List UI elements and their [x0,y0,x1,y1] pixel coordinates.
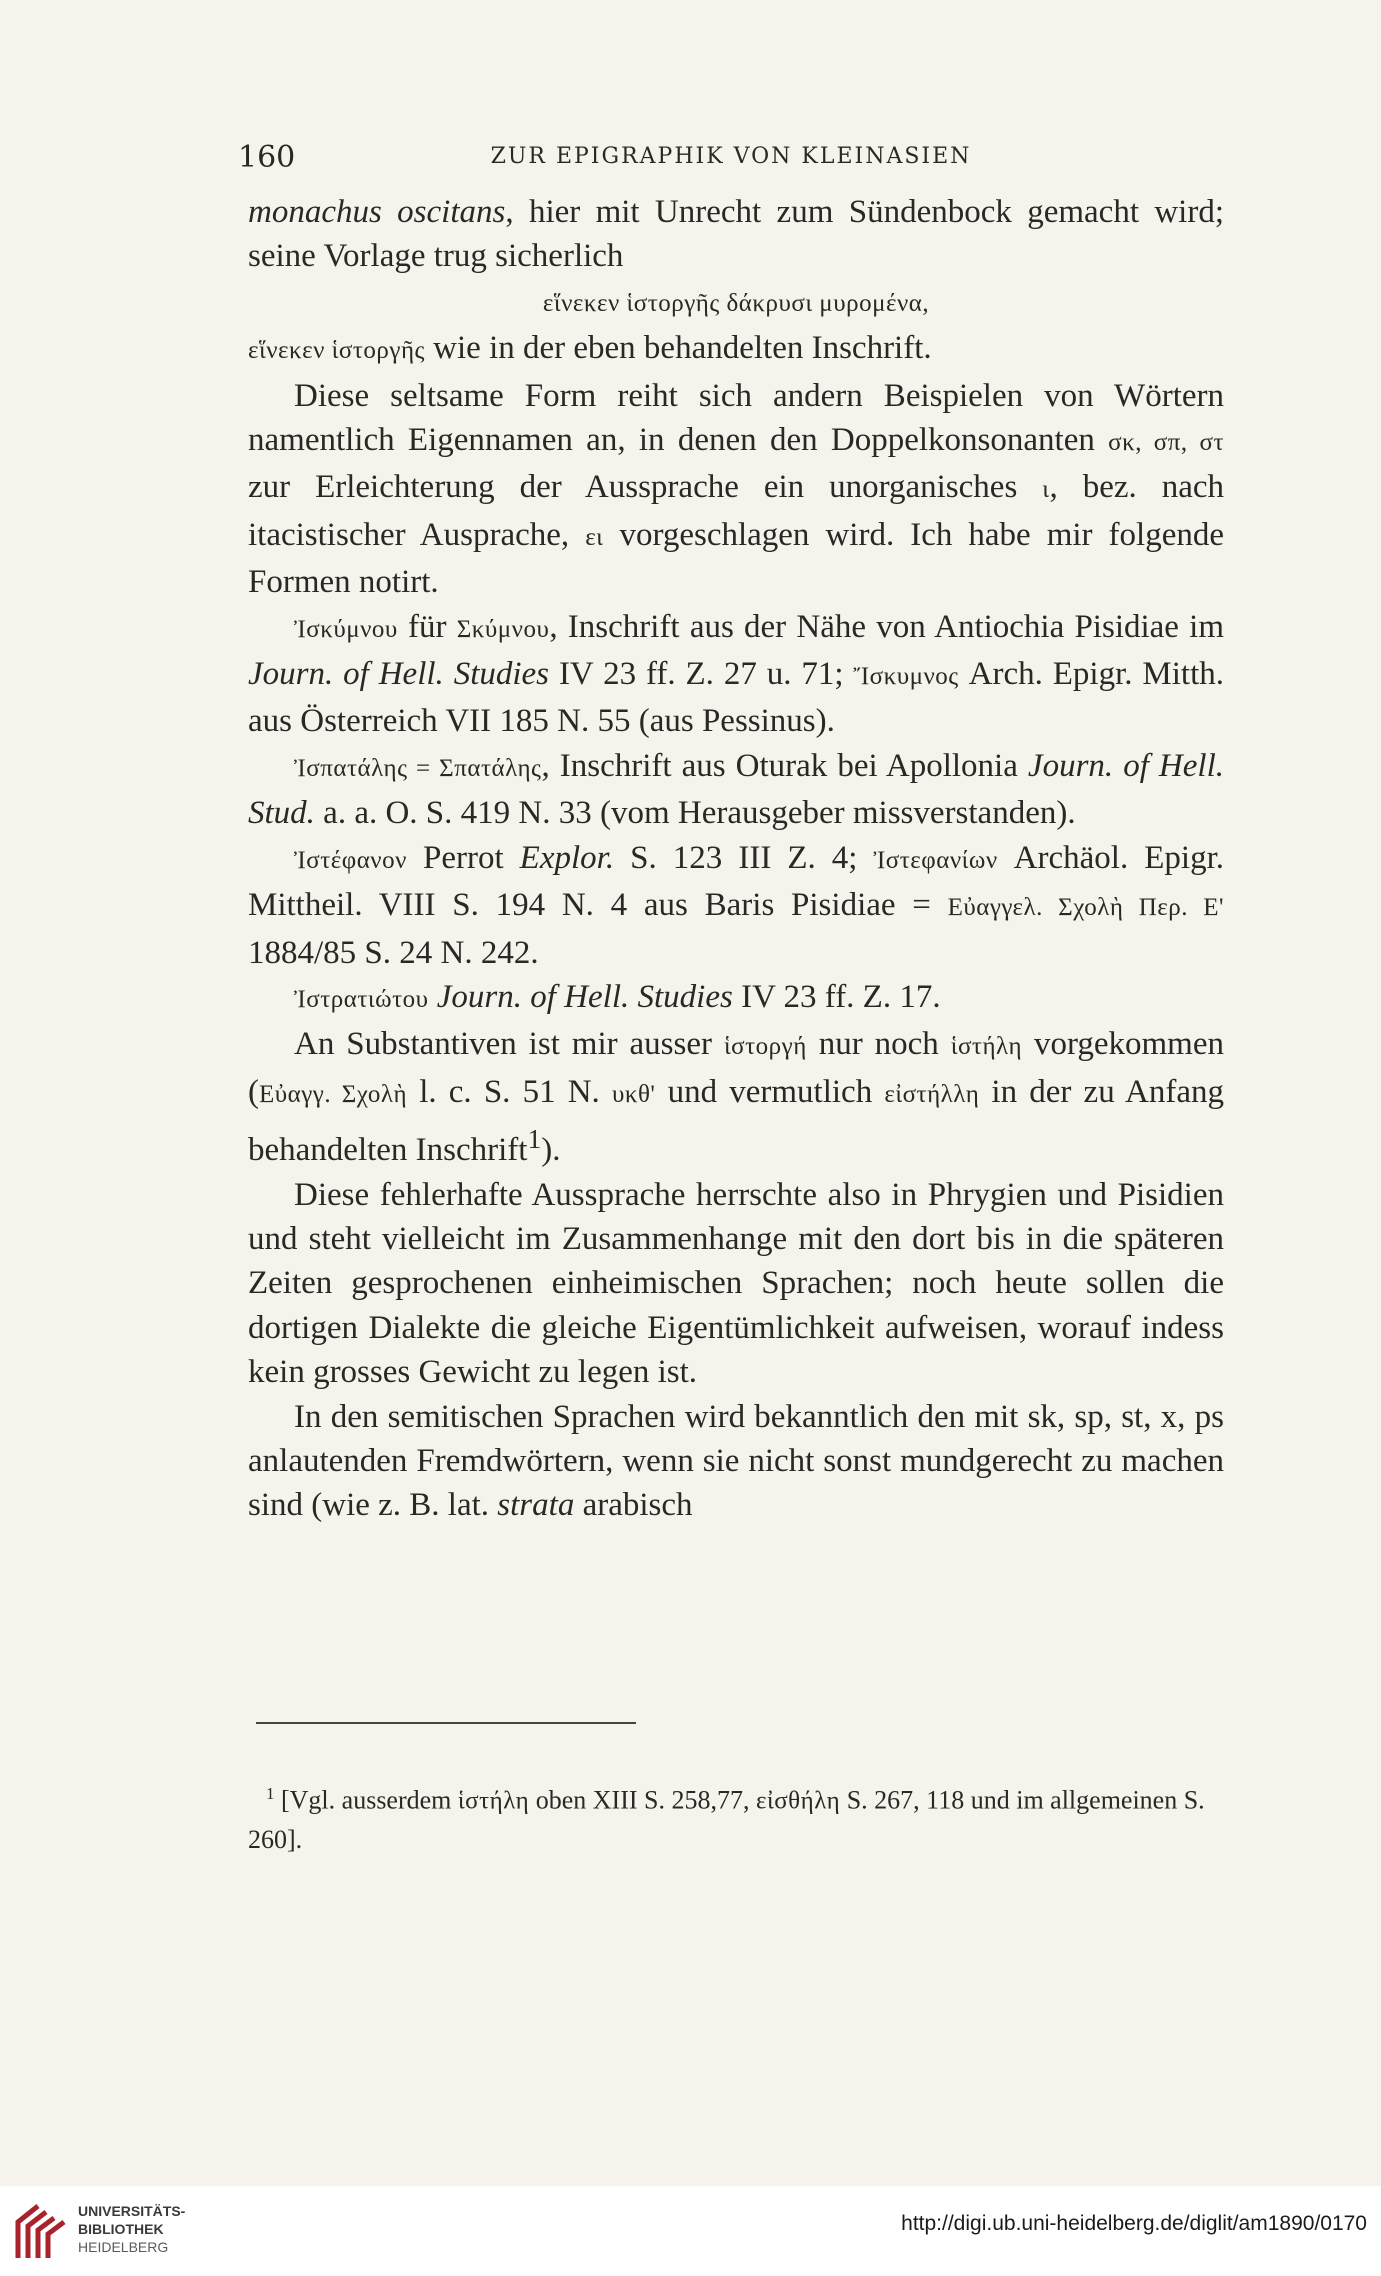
greek-term: Εὐαγγ. Σχολὴ [259,1080,408,1108]
logo-line: UNIVERSITÄTS- [78,2203,186,2219]
paragraph-text: In den semitischen Sprachen wird bekanntlich den mit sk, sp, st, x, ps anlautenden Fremdwörtern, wenn sie nicht sonst mundgerecht zu machen sind (wie z. B. lat. [248,1398,1224,1524]
paragraph-2 [248,326,1224,373]
paragraph-text: IV 23 ff. Z. 17. [732,978,941,1015]
paragraph-5 [248,744,1224,836]
greek-quotation [248,279,1224,326]
paragraph-1 [248,190,1224,279]
footnote-divider [256,1722,636,1724]
greek-term: ει [585,523,604,551]
paragraph-text: S. 123 III Z. 4; [614,839,874,876]
greek-term: ι [1042,476,1050,504]
greek-term: σκ, σπ, στ [1108,429,1224,457]
greek-term: εἰστήλλη [884,1080,980,1108]
paragraph-text: arabisch [574,1487,693,1524]
page-number: 160 [238,140,296,175]
italic-term: monachus oscitans [248,194,506,230]
italic-term: strata [497,1487,575,1524]
greek-term: ἱστήλη [457,1787,530,1815]
italic-citation: Journ. of Hell. Studies [248,656,550,693]
source-url-link[interactable]: http://digi.ub.uni-heidelberg.de/diglit/am1890/0170 [901,2212,1367,2235]
running-title: ZUR EPIGRAPHIK VON KLEINASIEN [490,144,972,169]
footnote-text: S. 267, 118 und im allgemeinen S. 260]. [248,1785,1205,1854]
paragraph-text: 1884/85 S. 24 N. 242. [248,934,539,971]
paragraph-9: Diese fehlerhafte Aussprache herrschte also in Phrygien und Pisidien und steht vielleicht im Zusammenhange mit den dort bis in die späteren Zeiten gesprochenen einheimischen Sprachen; noch heute sollen die dortigen Dialekte die gleiche Eigentümlichkeit aufweisen, worauf indess kein grosses Gewicht zu legen ist. [248,1176,1224,1391]
paragraph-text: Archäol. Epigr. Mittheil. VIII S. 194 N. 4 aus Baris Pisidiae = [248,839,1224,924]
greek-term: εἵνεκεν ἱστοργῆς [248,337,425,365]
paragraph-text: l. c. S. 51 N. [407,1073,612,1110]
paragraph-text: zur Erleichterung der Aussprache ein unorganisches [248,469,1043,506]
italic-citation: Journ. of Hell. Studies [428,978,733,1015]
paragraph-text: , hier mit Unrecht zum Sündenbock gemacht wird; seine Vorlage trug sicherlich [248,194,1224,275]
footnote [248,1775,1224,1859]
paragraph-text: An Substantiven ist mir ausser [294,1026,724,1063]
paragraph-8 [248,1022,1224,1172]
greek-term: Ἰσπατάλης = Σπατάλης [294,754,542,782]
greek-term: Ἴσκυμνος [853,663,959,691]
paragraph-text: , Inschrift aus Oturak bei Apollonia [541,747,1028,784]
paragraph-text: vorgeschlagen wird. Ich habe mir folgende Formen notirt. [248,516,1224,601]
library-name [78,2202,185,2256]
paragraph-6 [248,836,1224,975]
paragraph-text: wie in der eben behandelten Inschrift. [424,330,932,367]
footnote-mark: 1 [266,1784,275,1803]
page-header [238,140,1224,180]
footer-bar [0,2186,1381,2276]
greek-term: Σκύμνου [456,615,550,643]
greek-term: Ἰστεφανίων [873,846,998,874]
footnote-reference[interactable]: 1 [527,1123,542,1155]
paragraph-4 [248,605,1224,744]
paragraph-text: , Inschrift aus der Nähe von Antiochia Pisidiae im [549,608,1225,645]
main-text [248,190,1224,1528]
library-logo-icon [14,2200,70,2262]
paragraph-text: , bez. nach itacistischer Ausprache, [248,469,1224,553]
greek-term: Ἰσκύμνου [294,615,398,643]
paragraph-text: Diese seltsame Form reiht sich andern Beispielen von Wörtern namentlich Eigennamen an, in denen den Doppelkonsonanten [248,377,1224,459]
italic-citation: Explor. [519,839,615,876]
greek-term: εἰσθήλη [755,1787,841,1815]
paragraph-7 [248,975,1224,1022]
paragraph-text: und vermutlich [655,1073,885,1110]
logo-line: BIBLIOTHEK [78,2221,164,2237]
paragraph-text: nur noch [806,1026,951,1063]
greek-term: Εὐαγγελ. Σχολὴ Περ. Ε' [947,894,1224,922]
paragraph-text: Arch. Epigr. Mitth. aus Österreich VII 185 N. 55 (aus Pessinus). [248,656,1225,740]
greek-term: υκθ' [611,1080,656,1108]
paragraph-text: vorgekommen ( [248,1026,1224,1110]
paragraph-10 [248,1395,1224,1528]
greek-term: ἱστήλη [950,1033,1023,1061]
paragraph-text: a. a. O. S. 419 N. 33 (vom Herausgeber missverstanden). [314,795,1076,832]
paragraph-text: IV 23 ff. Z. 27 u. 71; [549,656,854,693]
paragraph-text: in der zu Anfang behandelten Inschrift [248,1073,1224,1169]
greek-term: Ἰστέφανον [294,846,407,874]
logo-line: HEIDELBERG [78,2239,169,2255]
paragraph-text: Perrot [406,839,520,876]
paragraph-text: ). [541,1132,561,1169]
footnote-text: oben XIII S. 258,77, [529,1785,756,1815]
greek-term: ἱστοργή [723,1033,807,1061]
greek-term: Ἰστρατιώτου [294,985,429,1013]
footnote-text: [Vgl. ausserdem [274,1785,458,1815]
italic-citation: Journ. of Hell. Stud. [248,747,1224,832]
greek-verse: εἵνεκεν ἱστοργῆς δάκρυσι μυρομένα, [542,289,930,317]
paragraph-3 [248,374,1224,605]
paragraph-text: für [397,608,457,645]
